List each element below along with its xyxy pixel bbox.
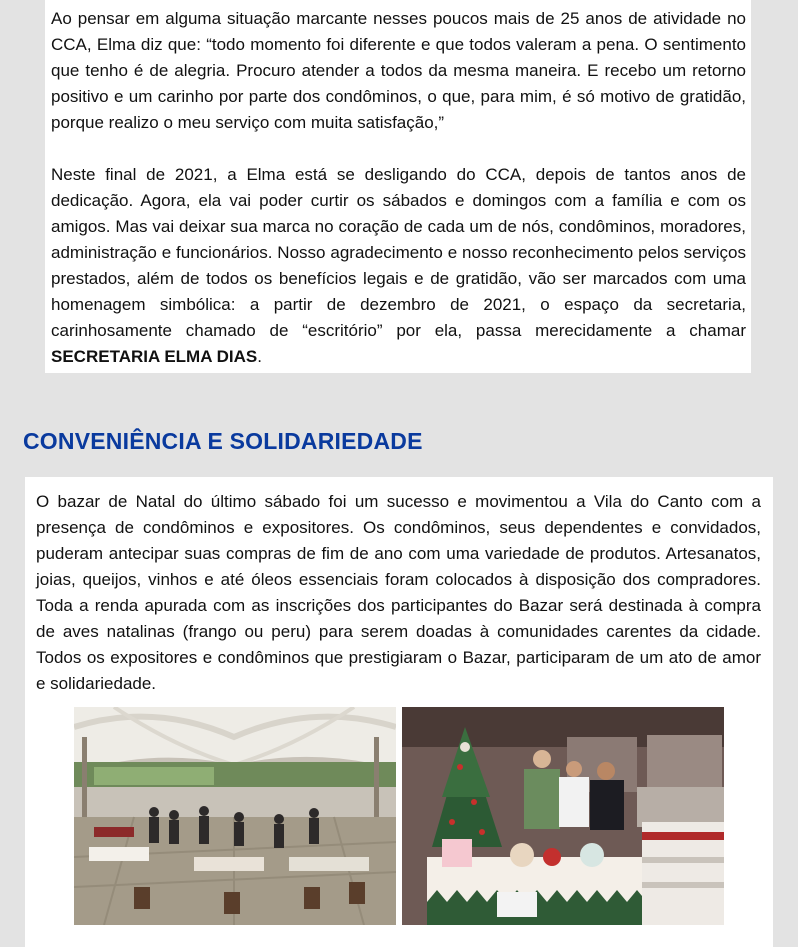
paragraph-end: . xyxy=(257,347,262,366)
bazar-paragraph: O bazar de Natal do último sábado foi um sucesso e movimentou a Vila do Canto com a presença de condôminos e expositores. Os condôminos, seus dependentes e convidados, puderam antecipar suas compras de fim de ano com uma variedade de produtos. Artesanatos, joias, queijos, vinhos e até óleos essenciais foram colocados à disposição dos compradores. Toda a renda apurada com as inscrições dos participantes do Bazar será destinada à compra de aves natalinas (frango ou peru) para serem doadas à comunidades carentes da cidade. Todos os expositores e condôminos que prestigiaram o Bazar, participaram de um ato de amor e solidariedade. xyxy=(36,492,761,693)
article-paragraph-2 xyxy=(51,162,746,370)
tent-scene-illustration xyxy=(74,707,396,925)
article-paragraph-2-text: Neste final de 2021, a Elma está se desligando do CCA, depois de tantos anos de dedicação. Agora, ela vai poder curtir os sábados e domingos com a família e com os amigos. Mas vai deixar sua marca no coração de cada um de nós, condôminos, moradores, administração e funcionários. Nosso agradecimento e nosso reconhecimento pelos serviços prestados, além de todos os benefícios legais e de gratidão, vão ser marcados com uma homenagem simbólica: a partir de dezembro de 2021, o espaço da secretaria, carinhosamente chamado de “escritório” por ela, passa merecidamente a chamar xyxy=(51,165,746,340)
article-paragraph-1: Ao pensar em alguma situação marcante nesses poucos mais de 25 anos de atividade no CCA, Elma diz que: “todo momento foi diferente e que todos valeram a pena. O sentimento que tenho é de alegria. Procuro atender a todos da mesma maneira. E recebo um retorno positivo e um carinho por parte dos condôminos, o que, para mim, é só motivo de gratidão, porque realizo o meu serviço com muita satisfação,” xyxy=(51,9,746,132)
photo-gallery xyxy=(74,707,724,925)
christmas-stand-photo[interactable] xyxy=(402,707,724,925)
section-title: CONVENIÊNCIA E SOLIDARIEDADE xyxy=(23,428,423,454)
bazar-tent-photo[interactable] xyxy=(74,707,396,925)
christmas-stand-illustration xyxy=(402,707,724,925)
article-card xyxy=(45,0,751,373)
bazar-card xyxy=(25,477,773,947)
secretaria-name-highlight: SECRETARIA ELMA DIAS xyxy=(51,347,258,366)
